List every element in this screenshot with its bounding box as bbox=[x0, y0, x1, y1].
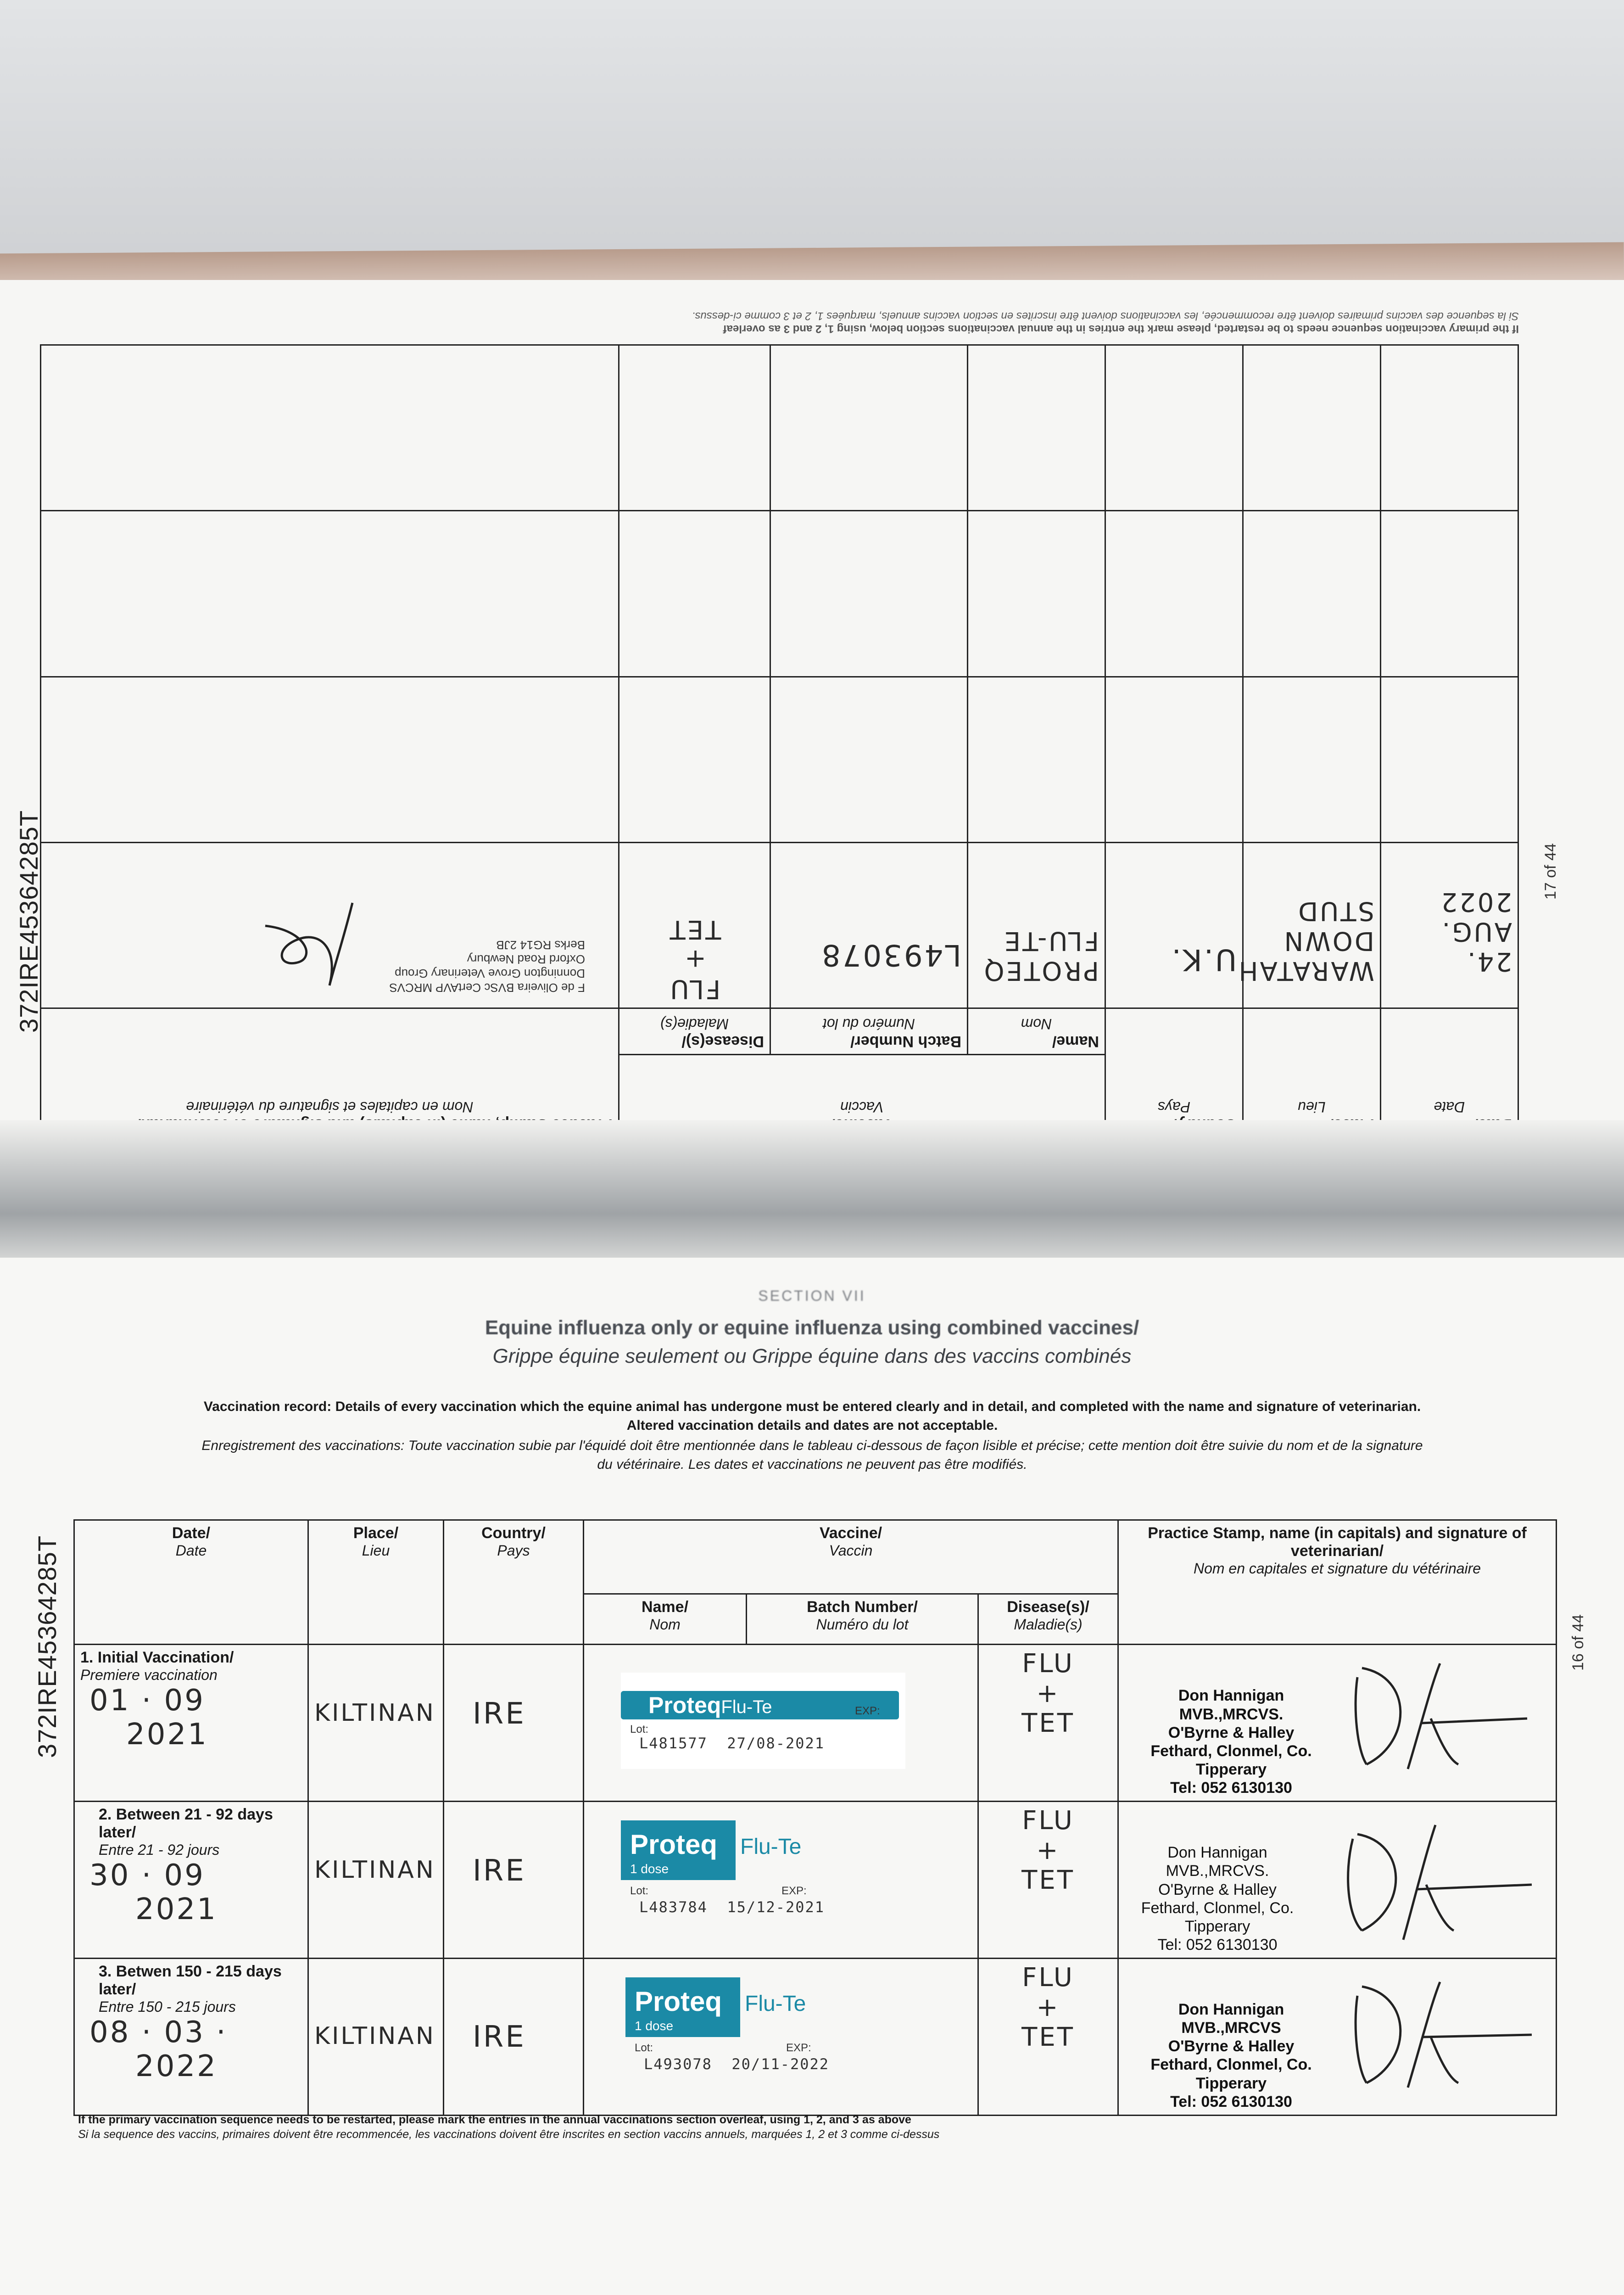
scanner-background bbox=[0, 0, 1624, 266]
row3-vet-stamp: Don Hannigan MVB.,MRCVS O'Byrne & Halley Fethard, Clonmel, Co. Tipperary Tel: 052 6130130 bbox=[1150, 2001, 1312, 2110]
upper-header-stamp: Nom en capitales et signature du vétérinaire bbox=[40, 1008, 619, 1138]
row3-signature bbox=[1321, 1968, 1541, 2106]
footer-en: If the primary vaccination sequence needs to be restarted, please mark the entries in the annual vaccinations section overleaf, using 1, 2, and 3 as above bbox=[78, 2113, 911, 2126]
upper-header-vaccine: Vaccin bbox=[619, 1055, 1105, 1138]
lower-header-name: Name/ Nom bbox=[584, 1594, 747, 1645]
vaccination-row-1 bbox=[74, 1645, 1557, 1802]
page-fold-shadow bbox=[0, 1120, 1624, 1276]
upper-header-country: Pays bbox=[1105, 1008, 1243, 1138]
upper-header-date: Date bbox=[1381, 1008, 1518, 1138]
row3-vaccine-sticker bbox=[584, 1959, 978, 2116]
row1-sticker-lot: L481577 27/08-2021 bbox=[639, 1735, 825, 1752]
row1-signature bbox=[1321, 1650, 1541, 1787]
section-title-en: Equine influenza only or equine influenza using combined vaccines/ bbox=[485, 1316, 1139, 1339]
row3-disease: FLU + TET bbox=[978, 1959, 1118, 2116]
upper-entry-disease: FLU + TET bbox=[619, 843, 770, 1008]
row2-signature bbox=[1311, 1811, 1541, 1954]
row2-sticker: Proteq Flu-Te 1 dose Lot: EXP: L483784 15/12-2021 bbox=[621, 1816, 905, 1935]
row1-country: IRE bbox=[444, 1645, 584, 1802]
lower-header-date: Date/ Date bbox=[74, 1520, 308, 1645]
upper-entry-batch: L493078 bbox=[770, 843, 968, 1008]
lower-header-disease: Disease(s)/ Maladie(s) bbox=[978, 1594, 1118, 1645]
row1-date: 1. Initial Vaccination/ Premiere vaccination 01 · 09 2021 bbox=[74, 1645, 308, 1802]
page-number-upper: 17 of 44 bbox=[1542, 843, 1559, 900]
row3-sticker-lot: L493078 20/11-2022 bbox=[644, 2055, 830, 2073]
upper-header-batch: Batch Number/ Numéro du lot bbox=[770, 1008, 968, 1055]
upper-entry-place: WARATAH DOWN STUD bbox=[1243, 843, 1381, 1008]
upper-vaccination-table bbox=[41, 310, 1519, 1138]
upper-footnote: If the primary vaccination sequence needs to be restarted, please mark the entries in the annual vaccinations section below, using 1, 2 and 3 as overleaf Si la sequence des vaccins primaires doivent être recommencée, les vaccinations doivent être inscrites en section vaccins annuels, marquées 1, 2 et 3 comme ci-dessus. bbox=[692, 310, 1519, 335]
lower-header-batch: Batch Number/ Numéro du lot bbox=[747, 1594, 978, 1645]
footer-fr: Si la sequence des vaccins, primaires doivent être recommencée, les vaccinations doivent être inscrites en section vaccins annuels, marquées 1, 2 et 3 comme ci-dessus bbox=[78, 2128, 940, 2141]
row1-sticker-band: ProteqFlu-Te bbox=[621, 1691, 899, 1719]
row2-stamp bbox=[1118, 1802, 1557, 1959]
vaccination-row-3 bbox=[74, 1959, 1557, 2116]
upper-signature bbox=[251, 884, 371, 995]
row3-country: IRE bbox=[444, 1959, 584, 2116]
upper-vet-stamp: F de Oliveira BVSc CertAVP MRCVS Donnington Grove Veterinary Group Oxford Road Newbury Berks RG14 2JB bbox=[389, 938, 585, 995]
section-label: SECTION VII bbox=[758, 1287, 866, 1304]
row2-country: IRE bbox=[444, 1802, 584, 1959]
row2-vaccine-sticker bbox=[584, 1802, 978, 1959]
section-title-fr: Grippe équine seulement ou Grippe équine dans des vaccins combinés bbox=[492, 1345, 1132, 1367]
upper-entry-row bbox=[40, 843, 1518, 1008]
upper-entry-name: PROTEQ FLU-TE bbox=[968, 843, 1105, 1008]
lower-header-country: Country/ Pays bbox=[444, 1520, 584, 1645]
intro-fr: Enregistrement des vaccinations: Toute vaccination subie par l'équidé doit être mentionnée dans le tableau ci-dessous de façon lisible et précise; cette mention doit être suivie du nom et de la signature du vétérinaire. Les dates et vaccinations ne peuvent pas être modifiés. bbox=[201, 1438, 1423, 1472]
row2-place: KILTINAN bbox=[308, 1802, 444, 1959]
document-id-upper: 372IRE45364285T bbox=[14, 810, 43, 1033]
row2-sticker-lot: L483784 15/12-2021 bbox=[639, 1898, 825, 1916]
row1-vet-stamp: Don Hannigan MVB.,MRCVS. O'Byrne & Halley Fethard, Clonmel, Co. Tipperary Tel: 052 6130130 bbox=[1150, 1687, 1312, 1797]
row1-vaccine-sticker bbox=[584, 1645, 978, 1802]
row3-date: 3. Betwen 150 - 215 days later/ Entre 150 - 215 jours 08 · 03 · 2022 bbox=[74, 1959, 308, 2116]
vaccination-row-2 bbox=[74, 1802, 1557, 1959]
row2-disease: FLU + TET bbox=[978, 1802, 1118, 1959]
page-number-lower: 16 of 44 bbox=[1569, 1614, 1587, 1671]
lower-header-vaccine: Vaccine/ Vaccin bbox=[584, 1520, 1118, 1594]
upper-entry-date: 24. AUG. 2022 bbox=[1381, 843, 1518, 1008]
document-id-lower: 372IRE45364285T bbox=[33, 1535, 61, 1758]
upper-entry-country: U.K. bbox=[1105, 843, 1243, 1008]
lower-vaccination-table bbox=[73, 1519, 1556, 2116]
row2-vet-stamp: Don Hannigan MVB.,MRCVS. O'Byrne & Halley Fethard, Clonmel, Co. Tipperary Tel: 052 6130130 bbox=[1141, 1844, 1294, 1954]
upper-entry-stamp bbox=[40, 843, 619, 1008]
lower-header-place: Place/ Lieu bbox=[308, 1520, 444, 1645]
upper-header-disease: Disease(s)/ Maladie(s) bbox=[619, 1008, 770, 1055]
row1-place: KILTINAN bbox=[308, 1645, 444, 1802]
lower-header-stamp: Practice Stamp, name (in capitals) and signature of veterinarian/ Nom en capitales et signature du vétérinaire bbox=[1118, 1520, 1557, 1645]
intro-en: Vaccination record: Details of every vaccination which the equine animal has undergone must be entered clearly and in detail, and completed with the name and signature of veterinarian. Altered vaccination details and dates are not acceptable. bbox=[203, 1399, 1421, 1433]
upper-header-place: Lieu bbox=[1243, 1008, 1381, 1138]
row1-sticker: ProteqFlu-Te Lot: EXP: L481577 27/08-2021 bbox=[621, 1673, 905, 1769]
row1-disease: FLU + TET bbox=[978, 1645, 1118, 1802]
row3-place: KILTINAN bbox=[308, 1959, 444, 2116]
upper-header-name: Name/ Nom bbox=[968, 1008, 1105, 1055]
row3-sticker: Proteq Flu-Te 1 dose Lot: EXP: L493078 20/11-2022 bbox=[625, 1973, 910, 2092]
row3-stamp bbox=[1118, 1959, 1557, 2116]
row2-date: 2. Between 21 - 92 days later/ Entre 21 - 92 jours 30 · 09 2021 bbox=[74, 1802, 308, 1959]
row1-stamp bbox=[1118, 1645, 1557, 1802]
